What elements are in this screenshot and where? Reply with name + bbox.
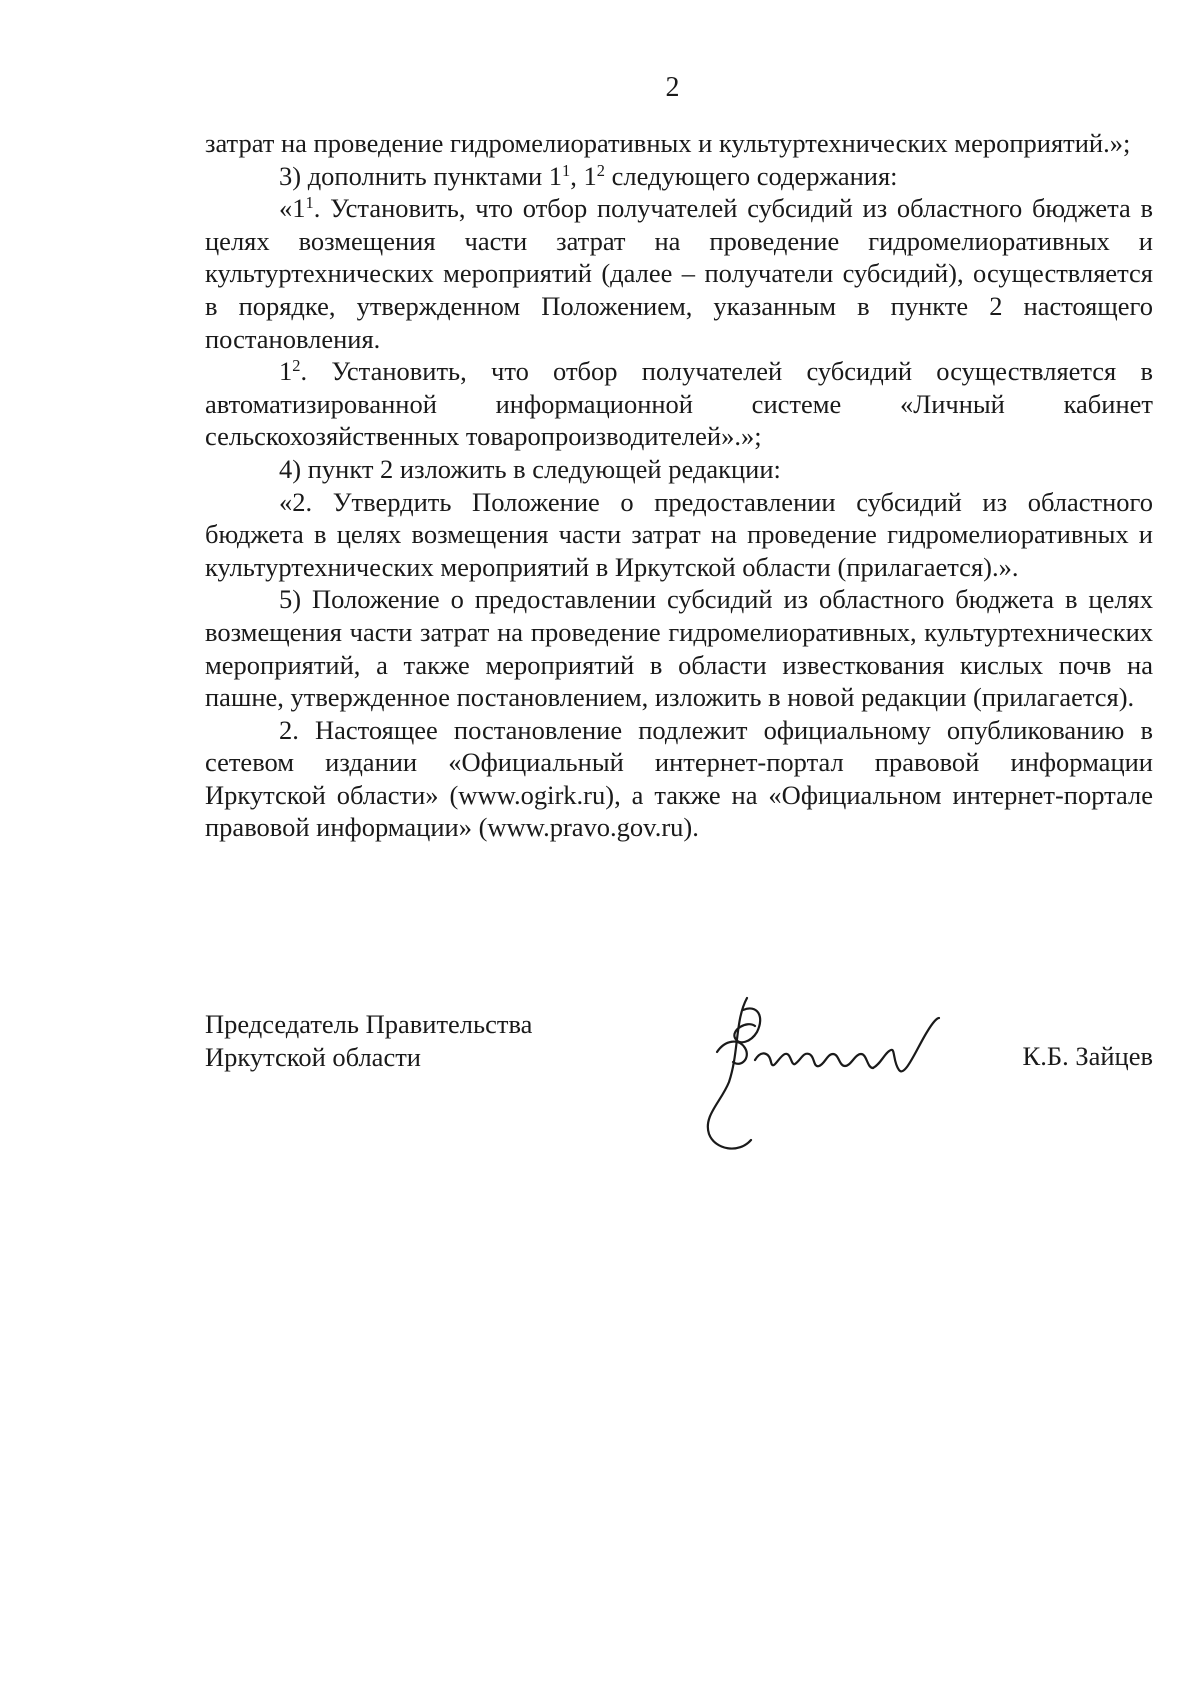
handwritten-signature — [695, 990, 965, 1160]
paragraph-publication: 2. Настоящее постановление подлежит официальному опубликованию в сетевом издании «Официальный интернет-портал правовой информации Иркутской области» (www.ogirk.ru), а также на «Официальном интернет-портале правовой информации» (www.pravo.gov.ru). — [205, 714, 1153, 843]
paragraph-point-1-1: «$1^1$. Установить, что отбор получателей субсидий из областного бюджета в целях возмещения части затрат на проведение гидромелиоративных и культуртехнических мероприятий (далее – получатели субсидий), осуществляется в порядке, утвержденном Положением, указанным в пункте 2 настоящего постановления. — [205, 193, 1153, 354]
signatory-position-line-1: Председатель Правительства — [205, 1009, 533, 1039]
document-body — [205, 127, 1153, 844]
paragraph-point-1-2: $1^2$. Установить, что отбор получателей субсидий осуществляется в автоматизированной информационной системе «Личный кабинет сельскохозяйственных товаропроизводителей».»; — [205, 356, 1153, 452]
paragraph-continuation: затрат на проведение гидромелиоративных и культуртехнических мероприятий.»; — [205, 128, 1131, 158]
signatory-position-line-2: Иркутской области — [205, 1042, 421, 1072]
paragraph-item-4: 4) пункт 2 изложить в следующей редакции: — [279, 453, 781, 484]
signatory-name: К.Б. Зайцев — [1022, 1041, 1153, 1071]
page-number: 2 — [665, 72, 680, 103]
paragraph-item-5: 5) Положение о предоставлении субсидий из областного бюджета в целях возмещения части затрат на проведение гидромелиоративных, культуртехнических мероприятий, а также мероприятий в области известкования кислых почв на пашне, утвержденное постановлением, изложить в новой редакции (прилагается). — [205, 584, 1153, 713]
signatory-position — [205, 1008, 532, 1074]
paragraph-point-2-new: «2. Утвердить Положение о предоставлении субсидий из областного бюджета в целях возмещения части затрат на проведение гидромелиоративных и культуртехнических мероприятий в Иркутской области (прилагается).». — [205, 486, 1153, 582]
paragraph-item-3: 3) дополнить пунктами $1^1$, $1^2$ следующего содержания: — [279, 160, 898, 191]
